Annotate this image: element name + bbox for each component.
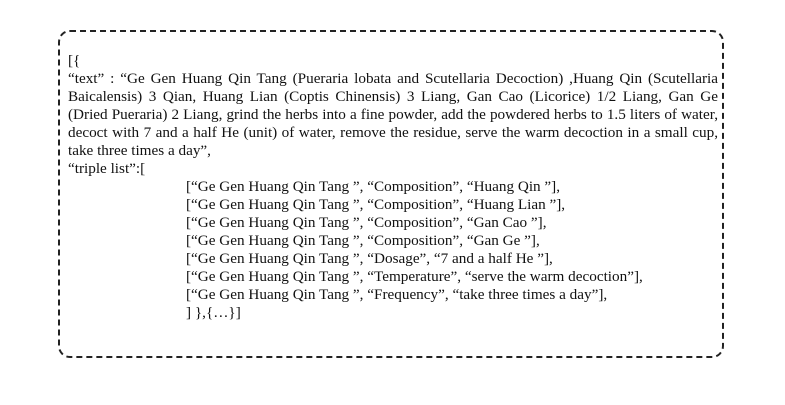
triple-item: [“Ge Gen Huang Qin Tang ”, “Temperature”, “serve the warm decoction”],: [186, 268, 643, 285]
triple-item: [“Ge Gen Huang Qin Tang ”, “Composition”, “Huang Lian ”],: [186, 196, 566, 213]
open-bracket: [{: [68, 52, 81, 69]
triple-item: [“Ge Gen Huang Qin Tang ”, “Composition”, “Gan Ge ”],: [186, 232, 540, 249]
triple-item: [“Ge Gen Huang Qin Tang ”, “Frequency”, “take three times a day”],: [186, 286, 608, 303]
triple-item: [“Ge Gen Huang Qin Tang ”, “Dosage”, “7 and a half He ”],: [186, 250, 553, 267]
triple-item: [“Ge Gen Huang Qin Tang ”, “Composition”, “Huang Qin ”],: [186, 178, 561, 195]
close-bracket: ] },{…}]: [186, 304, 241, 321]
triple-list-label: “triple list”:[: [68, 160, 146, 177]
json-example: [68, 52, 718, 322]
triple-item: [“Ge Gen Huang Qin Tang ”, “Composition”, “Gan Cao ”],: [186, 214, 547, 231]
text-field: “text” : “Ge Gen Huang Qin Tang (Pueraria lobata and Scutellaria Decoction) ,Huang Qin (Scutellaria Baicalensis) 3 Qian, Huang Lian (Coptis Chinensis) 3 Liang, Gan Cao (Licorice) 1/2 Liang, Gan Ge (Dried Pueraria) 2 Liang, grind the herbs into a fine powder, add the powdered herbs to 1.5 liters of water, decoct with 7 and a half He (unit) of water, remove the residue, serve the warm decoction in a small cup, take three times a day”,: [68, 70, 718, 159]
